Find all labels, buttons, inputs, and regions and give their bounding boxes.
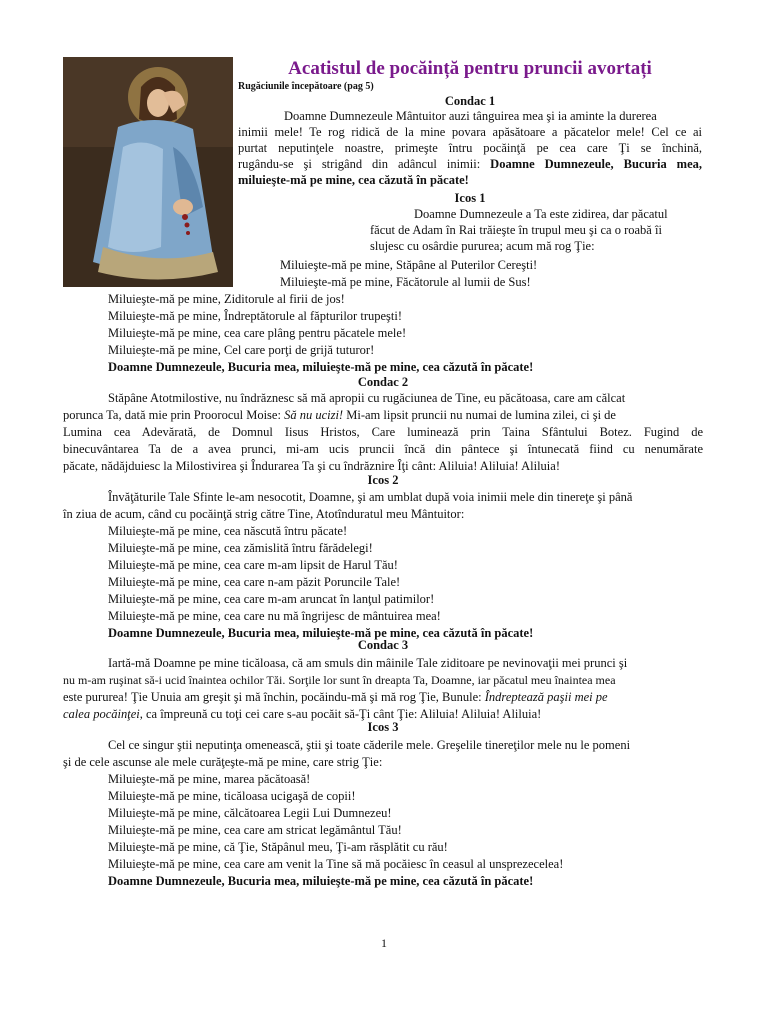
condac-3-italic-a: Îndreptează paşii mei pe [484, 690, 608, 704]
condac-1-line-2: inimii mele! Te rog ridică de la mine povara apăsătoare a păcatelor mele! Cel ce ai [238, 125, 702, 139]
icos-1-invocation: Miluieşte-mă pe mine, Cel care porţi de grijă tuturor! [108, 343, 375, 357]
icos-3-refrain: Doamne Dumnezeule, Bucuria mea, miluieşte-mă pe mine, cea căzută în păcate! [108, 874, 534, 888]
icos-3-invocation: Miluieşte-mă pe mine, ticăloasa ucigaşă de copii! [108, 789, 356, 803]
icos-1-invocation: Miluieşte-mă pe mine, cea care plâng pentru păcatele mele! [108, 326, 407, 340]
condac-2-commandment: Să nu ucizi! [284, 408, 344, 422]
christ-figure-illustration [63, 57, 233, 287]
condac-1-heading: Condac 1 [444, 94, 496, 108]
icos-2-invocation: Miluieşte-mă pe mine, cea care nu mă îngrijesc de mântuirea mea! [108, 609, 441, 623]
icos-1-refrain: Doamne Dumnezeule, Bucuria mea, miluieşte-mă pe mine, cea căzută în păcate! [108, 360, 534, 374]
icos-2-line-2: în ziua de acum, când cu pocăinţă strig către Tine, Atotînduratul meu Mântuitor: [63, 507, 465, 521]
icos-3-heading: Icos 3 [367, 720, 399, 734]
condac-1-line-3: purtat neputinţele noastre, primeşte întru pocăinţă pe cea care Ţi se închină, [238, 141, 702, 155]
condac-3-heading: Condac 3 [357, 638, 409, 652]
icos-2-invocation: Miluieşte-mă pe mine, cea care m-am lipsit de Harul Tău! [108, 558, 398, 572]
condac-3-line-3 [63, 689, 608, 705]
condac-3-line-1: Iartă-mă Doamne pe mine ticăloasa, că am smuls din mâinile Tale ziditoare pe nevinovaţii mei prunci şi [108, 656, 628, 670]
icos-1-heading: Icos 1 [454, 191, 486, 205]
icos-3-invocation: Miluieşte-mă pe mine, călcătoarea Legii Lui Dumnezeu! [108, 806, 392, 820]
icos-1-invocation: Miluieşte-mă pe mine, Stăpâne al Puterilor Cereşti! [280, 258, 538, 272]
icos-2-heading: Icos 2 [367, 473, 399, 487]
icos-2-invocation: Miluieşte-mă pe mine, cea care n-am păzit Poruncile Tale! [108, 575, 401, 589]
condac-1-line-4-text: rugându-se şi strigând din adâncul inimii: [238, 157, 481, 171]
condac-3-italic-b: calea pocăinţei [63, 707, 140, 721]
icos-2-invocation: Miluieşte-mă pe mine, cea zămislită întru fărădelegi! [108, 541, 373, 555]
icos-1-line-3: slujesc cu osârdie pururea; acum mă rog Ţie: [370, 239, 595, 253]
condac-3-line-2: nu m-am ruşinat să-i ucid înaintea ochilor Tăi. Sorţile lor sunt în dreapta Ta, Doamne, iar păcatul meu înaintea mea [63, 673, 616, 687]
icos-1-line-1: Doamne Dumnezeule a Ta este zidirea, dar păcatul [414, 207, 668, 221]
condac-2-heading: Condac 2 [357, 375, 409, 389]
condac-2-line-2-start: porunca Ta, dată mie prin Proorocul Moise: [63, 408, 281, 422]
condac-2-line-2 [63, 407, 616, 423]
page-number: 1 [381, 936, 387, 950]
icos-3-line-1: Cel ce singur ştii neputinţa omenească, ştii şi toate căderile mele. Greşelile tinereţilor mele nu le pomeni [108, 738, 631, 752]
icos-2-invocation: Miluieşte-mă pe mine, cea care m-am aruncat în lanţul patimilor! [108, 592, 435, 606]
icos-1-invocation: Miluieşte-mă pe mine, Îndreptătorule al făpturilor trupeşti! [108, 309, 403, 323]
icos-3-invocation: Miluieşte-mă pe mine, cea care am venit la Tine să mă pocăiesc în ceasul al unsprezecelea! [108, 857, 564, 871]
icos-3-invocation: Miluieşte-mă pe mine, că Ţie, Stăpânul meu, Ţi-am răsplătit cu rău! [108, 840, 448, 854]
prayers-subtitle: Rugăciunile începătoare (pag 5) [238, 81, 374, 92]
condac-2-line-1: Stăpâne Atotmilostive, nu îndrăznesc să mă apropii cu rugăciunea de Tine, eu păcătoasa, care am călcat [108, 391, 626, 405]
icos-2-invocation: Miluieşte-mă pe mine, cea născută întru păcate! [108, 524, 348, 538]
condac-2-line-3: Lumina cea Adevărată, de Domnul Iisus Hristos, Care luminează prin Taina Sfântului Botez. Fugind de [63, 425, 703, 439]
document-title: Acatistul de pocăință pentru pruncii avortați [288, 58, 652, 79]
icos-3-line-2: şi de cele ascunse ale mele curăţeşte-mă pe mine, care strig Ţie: [63, 755, 383, 769]
icos-3-invocation: Miluieşte-mă pe mine, cea care am stricat legământul Tău! [108, 823, 402, 837]
condac-2-line-4: binecuvântarea Ta de a avea prunci, mi-am ucis pruncii încă din pântece şi întunecată fiind cu nenumărate [63, 442, 703, 456]
icos-2-refrain: Doamne Dumnezeule, Bucuria mea, miluieşte-mă pe mine, cea căzută în păcate! [108, 626, 534, 640]
condac-1-refrain: miluieşte-mă pe mine, cea căzută în păcate! [238, 173, 469, 187]
condac-1-line-4-bold: Doamne Dumnezeule, Bucuria mea, [490, 157, 703, 171]
condac-3-line-3-text: este pururea! Ţie Unuia am greşit şi mă închin, pocăindu-mă şi mă rog Ţie, Bunule: [63, 690, 482, 704]
condac-3-line-4-rest: , ca împreună cu toţi cei care s-au pocăit să-Ţi cânt Ţie: Aliluia! Aliluia! Aliluia! [139, 707, 542, 721]
icos-2-line-1: Învăţăturile Tale Sfinte le-am nesocotit, Doamne, şi am umblat după voia inimii mele din tinereţe şi până [108, 490, 633, 504]
condac-2-line-2-end: Mi-am lipsit pruncii nu numai de lumina zilei, ci şi de [346, 408, 616, 422]
icos-1-line-2: făcut de Adam în Rai trăieşte în trupul meu şi ca o roabă îi [370, 223, 662, 237]
icos-3-invocation: Miluieşte-mă pe mine, marea păcătoasă! [108, 772, 311, 786]
christ-icon-image [63, 57, 233, 287]
icos-1-invocation: Miluieşte-mă pe mine, Făcătorule al lumii de Sus! [280, 275, 531, 289]
condac-1-line-4 [238, 156, 702, 172]
condac-1-line-1: Doamne Dumnezeule Mântuitor auzi tânguirea mea şi ia aminte la durerea [284, 109, 657, 123]
condac-2-line-5: păcate, nădăjduiesc la Milostivirea şi Îndurarea Ta şi cu îndrăznire Îţi cânt: Aliluia! Aliluia! Aliluia! [63, 459, 560, 473]
icos-1-invocation: Miluieşte-mă pe mine, Ziditorule al firii de jos! [108, 292, 345, 306]
